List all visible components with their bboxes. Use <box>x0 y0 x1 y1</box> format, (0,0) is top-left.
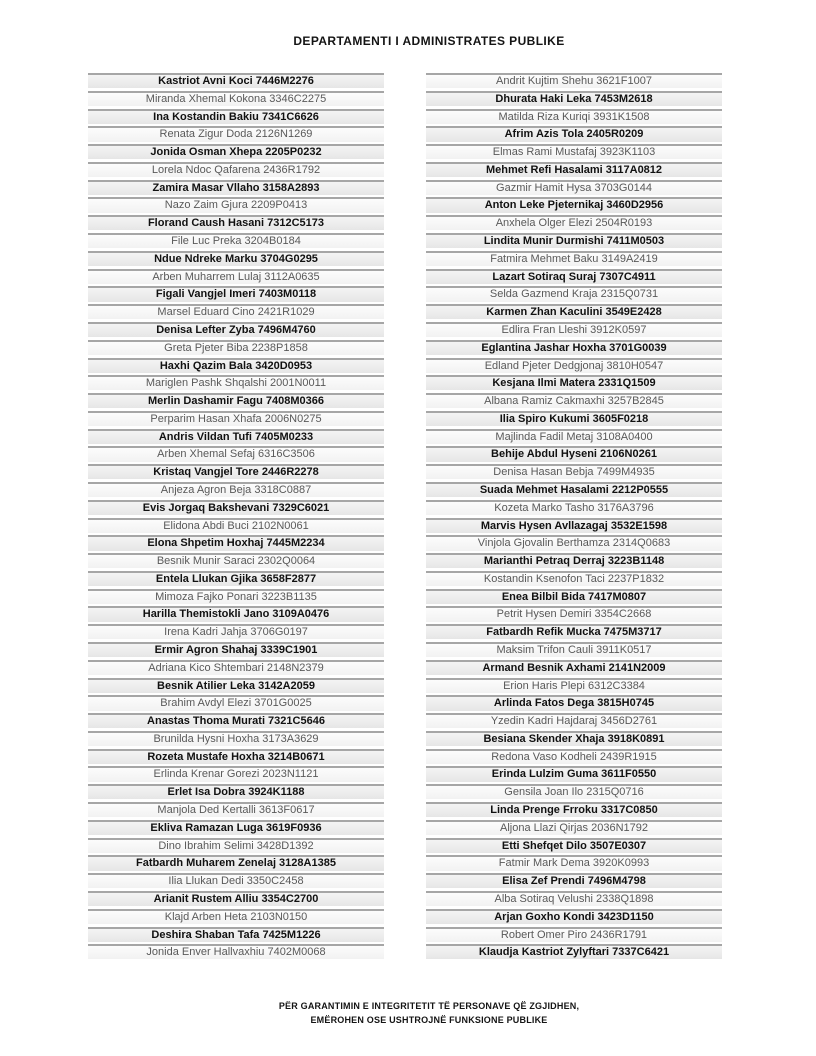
list-item: Arlinda Fatos Dega 3815H0745 <box>426 695 722 710</box>
page-title: DEPARTAMENTI I ADMINISTRATES PUBLIKE <box>293 34 565 48</box>
list-item: Elidona Abdi Buci 2102N0061 <box>88 518 384 533</box>
list-item: Kostandin Ksenofon Taci 2237P1832 <box>426 571 722 586</box>
list-item: Alba Sotiraq Velushi 2338Q1898 <box>426 891 722 906</box>
list-item: Erlinda Krenar Gorezi 2023N1121 <box>88 766 384 781</box>
list-item: Kozeta Marko Tasho 3176A3796 <box>426 500 722 515</box>
list-item: Arianit Rustem Alliu 3354C2700 <box>88 891 384 906</box>
footer-line-2: EMËROHEN OSE USHTROJNË FUNKSIONE PUBLIKE <box>310 1015 548 1025</box>
list-item: Brahim Avdyl Elezi 3701G0025 <box>88 695 384 710</box>
list-item: Harilla Themistokli Jano 3109A0476 <box>88 606 384 621</box>
list-item: Denisa Lefter Zyba 7496M4760 <box>88 322 384 337</box>
list-item: Entela Llukan Gjika 3658F2877 <box>88 571 384 586</box>
list-item: Dhurata Haki Leka 7453M2618 <box>426 91 722 106</box>
list-item: Jonida Enver Hallvaxhiu 7402M0068 <box>88 944 384 959</box>
list-item: Maksim Trifon Cauli 3911K0517 <box>426 642 722 657</box>
list-item: Marsel Eduard Cino 2421R1029 <box>88 304 384 319</box>
list-item: Redona Vaso Kodheli 2439R1915 <box>426 749 722 764</box>
list-item: Jonida Osman Xhepa 2205P0232 <box>88 144 384 159</box>
list-item: Elona Shpetim Hoxhaj 7445M2234 <box>88 535 384 550</box>
list-item: Enea Bilbil Bida 7417M0807 <box>426 589 722 604</box>
list-item: Mariglen Pashk Shqalshi 2001N0011 <box>88 375 384 390</box>
list-item: Ermir Agron Shahaj 3339C1901 <box>88 642 384 657</box>
name-list-left <box>88 73 384 962</box>
list-item: Suada Mehmet Hasalami 2212P0555 <box>426 482 722 497</box>
list-item: Erinda Lulzim Guma 3611F0550 <box>426 766 722 781</box>
document-page <box>88 0 770 962</box>
list-item: Mimoza Fajko Ponari 3223B1135 <box>88 589 384 604</box>
list-item: Renata Zigur Doda 2126N1269 <box>88 126 384 141</box>
list-item: Evis Jorgaq Bakshevani 7329C6021 <box>88 500 384 515</box>
list-item: Ina Kostandin Bakiu 7341C6626 <box>88 109 384 124</box>
list-item: Manjola Ded Kertalli 3613F0617 <box>88 802 384 817</box>
list-item: Armand Besnik Axhami 2141N2009 <box>426 660 722 675</box>
list-item: Arben Xhemal Sefaj 6316C3506 <box>88 446 384 461</box>
list-item: Marianthi Petraq Derraj 3223B1148 <box>426 553 722 568</box>
list-item: Ndue Ndreke Marku 3704G0295 <box>88 251 384 266</box>
list-item: Rozeta Mustafe Hoxha 3214B0671 <box>88 749 384 764</box>
list-item: Andris Vildan Tufi 7405M0233 <box>88 429 384 444</box>
list-item: Vinjola Gjovalin Berthamza 2314Q0683 <box>426 535 722 550</box>
footer-note <box>88 999 770 1027</box>
list-item: Besnik Atilier Leka 3142A2059 <box>88 678 384 693</box>
list-item: Linda Prenge Frroku 3317C0850 <box>426 802 722 817</box>
list-item: Fatbardh Refik Mucka 7475M3717 <box>426 624 722 639</box>
list-item: Dino Ibrahim Selimi 3428D1392 <box>88 838 384 853</box>
list-item: Miranda Xhemal Kokona 3346C2275 <box>88 91 384 106</box>
list-item: Arjan Goxho Kondi 3423D1150 <box>426 909 722 924</box>
list-item: Mehmet Refi Hasalami 3117A0812 <box>426 162 722 177</box>
list-item: Aljona Llazi Qirjas 2036N1792 <box>426 820 722 835</box>
list-item: Robert Omer Piro 2436R1791 <box>426 927 722 942</box>
list-item: Gensila Joan Ilo 2315Q0716 <box>426 784 722 799</box>
footer-line-1: PËR GARANTIMIN E INTEGRITETIT TË PERSONAVE QË ZGJIDHEN, <box>278 1001 580 1011</box>
list-item: Edlira Fran Lleshi 3912K0597 <box>426 322 722 337</box>
list-item: Eglantina Jashar Hoxha 3701G0039 <box>426 340 722 355</box>
list-item: Fatmir Mark Dema 3920K0993 <box>426 855 722 870</box>
name-columns <box>88 73 722 962</box>
list-item: Deshira Shaban Tafa 7425M1226 <box>88 927 384 942</box>
list-item: Etti Shefqet Dilo 3507E0307 <box>426 838 722 853</box>
list-item: Selda Gazmend Kraja 2315Q0731 <box>426 286 722 301</box>
list-item: Elisa Zef Prendi 7496M4798 <box>426 873 722 888</box>
list-item: Karmen Zhan Kaculini 3549E2428 <box>426 304 722 319</box>
list-item: Lindita Munir Durmishi 7411M0503 <box>426 233 722 248</box>
list-item: Ilia Spiro Kukumi 3605F0218 <box>426 411 722 426</box>
list-item: Florand Caush Hasani 7312C5173 <box>88 215 384 230</box>
list-item: Anjeza Agron Beja 3318C0887 <box>88 482 384 497</box>
list-item: Zamira Masar Vllaho 3158A2893 <box>88 180 384 195</box>
list-item: Lazart Sotiraq Suraj 7307C4911 <box>426 269 722 284</box>
list-item: Lorela Ndoc Qafarena 2436R1792 <box>88 162 384 177</box>
list-item: Klaudja Kastriot Zylyftari 7337C6421 <box>426 944 722 959</box>
list-item: Figali Vangjel Imeri 7403M0118 <box>88 286 384 301</box>
list-item: Kesjana Ilmi Matera 2331Q1509 <box>426 375 722 390</box>
list-item: Merlin Dashamir Fagu 7408M0366 <box>88 393 384 408</box>
list-item: Behije Abdul Hyseni 2106N0261 <box>426 446 722 461</box>
list-item: Afrim Azis Tola 2405R0209 <box>426 126 722 141</box>
list-item: Anton Leke Pjeternikaj 3460D2956 <box>426 197 722 212</box>
list-item: Ekliva Ramazan Luga 3619F0936 <box>88 820 384 835</box>
name-list-right <box>426 73 722 962</box>
list-item: Marvis Hysen Avllazagaj 3532E1598 <box>426 518 722 533</box>
list-item: Fatbardh Muharem Zenelaj 3128A1385 <box>88 855 384 870</box>
list-item: Adriana Kico Shtembari 2148N2379 <box>88 660 384 675</box>
list-item: Anxhela Olger Elezi 2504R0193 <box>426 215 722 230</box>
list-item: Klajd Arben Heta 2103N0150 <box>88 909 384 924</box>
list-item: Denisa Hasan Bebja 7499M4935 <box>426 464 722 479</box>
list-item: Kristaq Vangjel Tore 2446R2278 <box>88 464 384 479</box>
list-item: Kastriot Avni Koci 7446M2276 <box>88 73 384 88</box>
list-item: Andrit Kujtim Shehu 3621F1007 <box>426 73 722 88</box>
list-item: Erion Haris Plepi 6312C3384 <box>426 678 722 693</box>
list-item: Anastas Thoma Murati 7321C5646 <box>88 713 384 728</box>
list-item: Yzedin Kadri Hajdaraj 3456D2761 <box>426 713 722 728</box>
list-item: Haxhi Qazim Bala 3420D0953 <box>88 358 384 373</box>
list-item: Petrit Hysen Demiri 3354C2668 <box>426 606 722 621</box>
list-item: Albana Ramiz Cakmaxhi 3257B2845 <box>426 393 722 408</box>
list-item: Erlet Isa Dobra 3924K1188 <box>88 784 384 799</box>
list-item: Matilda Riza Kuriqi 3931K1508 <box>426 109 722 124</box>
list-item: Ilia Llukan Dedi 3350C2458 <box>88 873 384 888</box>
list-item: Edland Pjeter Dedgjonaj 3810H0547 <box>426 358 722 373</box>
list-item: Besnik Munir Saraci 2302Q0064 <box>88 553 384 568</box>
list-item: Elmas Rami Mustafaj 3923K1103 <box>426 144 722 159</box>
list-item: Besiana Skender Xhaja 3918K0891 <box>426 731 722 746</box>
list-item: Fatmira Mehmet Baku 3149A2419 <box>426 251 722 266</box>
list-item: Perparim Hasan Xhafa 2006N0275 <box>88 411 384 426</box>
list-item: Irena Kadri Jahja 3706G0197 <box>88 624 384 639</box>
list-item: Arben Muharrem Lulaj 3112A0635 <box>88 269 384 284</box>
list-item: Majlinda Fadil Metaj 3108A0400 <box>426 429 722 444</box>
list-item: Brunilda Hysni Hoxha 3173A3629 <box>88 731 384 746</box>
list-item: File Luc Preka 3204B0184 <box>88 233 384 248</box>
list-item: Gazmir Hamit Hysa 3703G0144 <box>426 180 722 195</box>
list-item: Nazo Zaim Gjura 2209P0413 <box>88 197 384 212</box>
list-item: Greta Pjeter Biba 2238P1858 <box>88 340 384 355</box>
